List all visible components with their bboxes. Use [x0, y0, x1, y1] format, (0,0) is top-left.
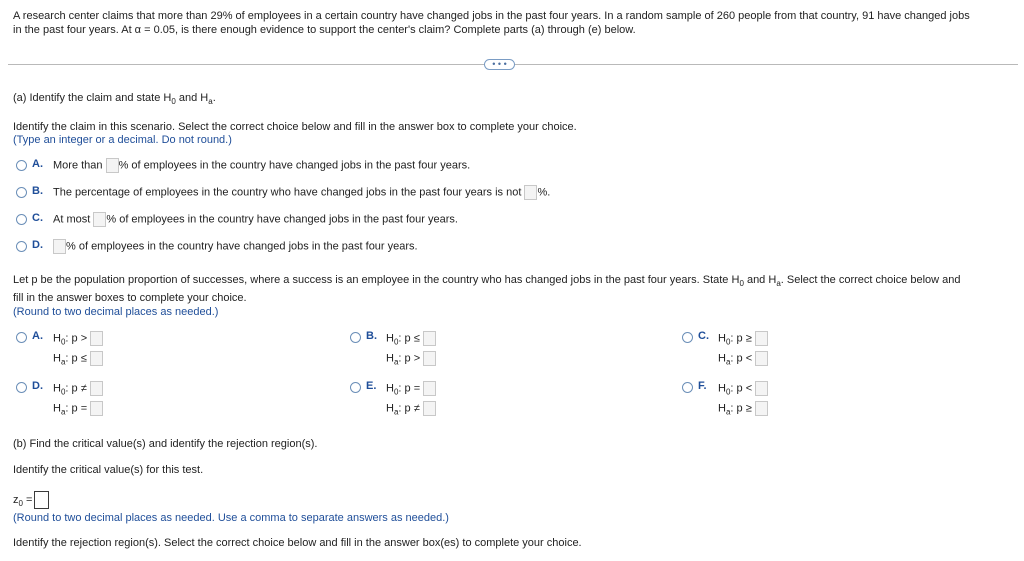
expand-button[interactable]: • • •: [484, 59, 515, 70]
claim-choice-d: % of employees in the country have changed jobs in the past four years.: [53, 239, 418, 254]
claim-a-input[interactable]: [106, 158, 119, 173]
hyp-c-h0: $H_0$: p ≥: [718, 331, 768, 347]
claim-choice-b-letter: B.: [32, 185, 43, 197]
part-b-instruction: Identify the critical value(s) for this test.: [13, 464, 204, 476]
claim-choice-a-radio[interactable]: [16, 160, 27, 171]
hyp-d-ha: $H_a$: p =: [53, 401, 103, 417]
hyp-a-h0-input[interactable]: [90, 331, 103, 346]
question-text-line1: A research center claims that more than 29% of employees in a certain country have changed jobs in the past four years. In a random sample of 260 people from that country, 91 have changed jobs: [13, 10, 970, 22]
hyp-choice-d-radio[interactable]: [16, 382, 27, 393]
hypotheses-hint: (Round to two decimal places as needed.): [13, 306, 219, 318]
hyp-choice-e-radio[interactable]: [350, 382, 361, 393]
hyp-choice-b-radio[interactable]: [350, 332, 361, 343]
hypotheses-instruction-line1: Let p be the population proportion of successes, where a success is an employee in the country who has changed jobs in the past four years. State $H_0$ and $H_a$. Select the correct choice below and: [13, 274, 961, 289]
hyp-c-ha: $H_a$: p <: [718, 351, 768, 367]
critical-value-input[interactable]: [34, 491, 49, 509]
hyp-choice-a-radio[interactable]: [16, 332, 27, 343]
hyp-choice-c-radio[interactable]: [682, 332, 693, 343]
claim-choice-b: The percentage of employees in the country who have changed jobs in the past four years is not %.: [53, 186, 551, 199]
part-a-instruction: Identify the claim in this scenario. Select the correct choice below and fill in the answer box to complete your choice.: [13, 121, 577, 133]
hyp-b-ha-input[interactable]: [423, 351, 436, 366]
hyp-e-ha-input[interactable]: [423, 401, 436, 416]
claim-choice-b-radio[interactable]: [16, 187, 27, 198]
hyp-f-h0: $H_0$: p <: [718, 381, 768, 397]
hyp-d-h0-input[interactable]: [90, 381, 103, 396]
question-text-line2: in the past four years. At α = 0.05, is there enough evidence to support the center's claim? Complete parts (a) through (e) below.: [13, 24, 636, 36]
claim-c-input[interactable]: [93, 212, 106, 227]
claim-choice-c-radio[interactable]: [16, 214, 27, 225]
hyp-choice-e-letter: E.: [366, 380, 377, 392]
claim-choice-c: At most % of employees in the country have changed jobs in the past four years.: [53, 213, 458, 226]
hyp-choice-d-letter: D.: [32, 380, 43, 392]
hyp-e-h0-input[interactable]: [423, 381, 436, 396]
hyp-e-h0: $H_0$: p =: [386, 381, 436, 397]
hyp-c-ha-input[interactable]: [755, 351, 768, 366]
hyp-choice-a-letter: A.: [32, 330, 43, 342]
hyp-b-h0: $H_0$: p ≤: [386, 331, 436, 347]
rejection-instruction: Identify the rejection region(s). Select the correct choice below and fill in the answer box(es) to complete your choice.: [13, 537, 582, 549]
hyp-choice-c-letter: C.: [698, 330, 709, 342]
hyp-choice-b-letter: B.: [366, 330, 377, 342]
hyp-a-ha: $H_a$: p ≤: [53, 351, 103, 367]
part-b-heading: (b) Find the critical value(s) and identify the rejection region(s).: [13, 438, 318, 450]
hypotheses-instruction-line2: fill in the answer boxes to complete your choice.: [13, 292, 247, 304]
part-a-heading: (a) Identify the claim and state $H_0$ and $H_a$.: [13, 92, 216, 107]
hyp-b-ha: $H_a$: p >: [386, 351, 436, 367]
hyp-d-h0: $H_0$: p ≠: [53, 381, 103, 397]
hyp-f-ha: $H_a$: p ≥: [718, 401, 768, 417]
hyp-d-ha-input[interactable]: [90, 401, 103, 416]
part-a-hint: (Type an integer or a decimal. Do not round.): [13, 134, 232, 146]
critical-value-row: $z_0$ =: [13, 491, 49, 509]
claim-choice-d-letter: D.: [32, 239, 43, 251]
hyp-a-ha-input[interactable]: [90, 351, 103, 366]
hyp-c-h0-input[interactable]: [755, 331, 768, 346]
part-b-hint: (Round to two decimal places as needed. Use a comma to separate answers as needed.): [13, 512, 449, 524]
hyp-b-h0-input[interactable]: [423, 331, 436, 346]
claim-choice-a: More than % of employees in the country have changed jobs in the past four years.: [53, 159, 471, 172]
hyp-f-ha-input[interactable]: [755, 401, 768, 416]
claim-d-input[interactable]: [53, 239, 66, 254]
hyp-choice-f-letter: F.: [698, 380, 707, 392]
claim-b-input[interactable]: [524, 185, 537, 200]
claim-choice-a-letter: A.: [32, 158, 43, 170]
claim-choice-d-radio[interactable]: [16, 241, 27, 252]
hyp-e-ha: $H_a$: p ≠: [386, 401, 436, 417]
hyp-a-h0: $H_0$: p >: [53, 331, 103, 347]
hyp-f-h0-input[interactable]: [755, 381, 768, 396]
claim-choice-c-letter: C.: [32, 212, 43, 224]
hyp-choice-f-radio[interactable]: [682, 382, 693, 393]
